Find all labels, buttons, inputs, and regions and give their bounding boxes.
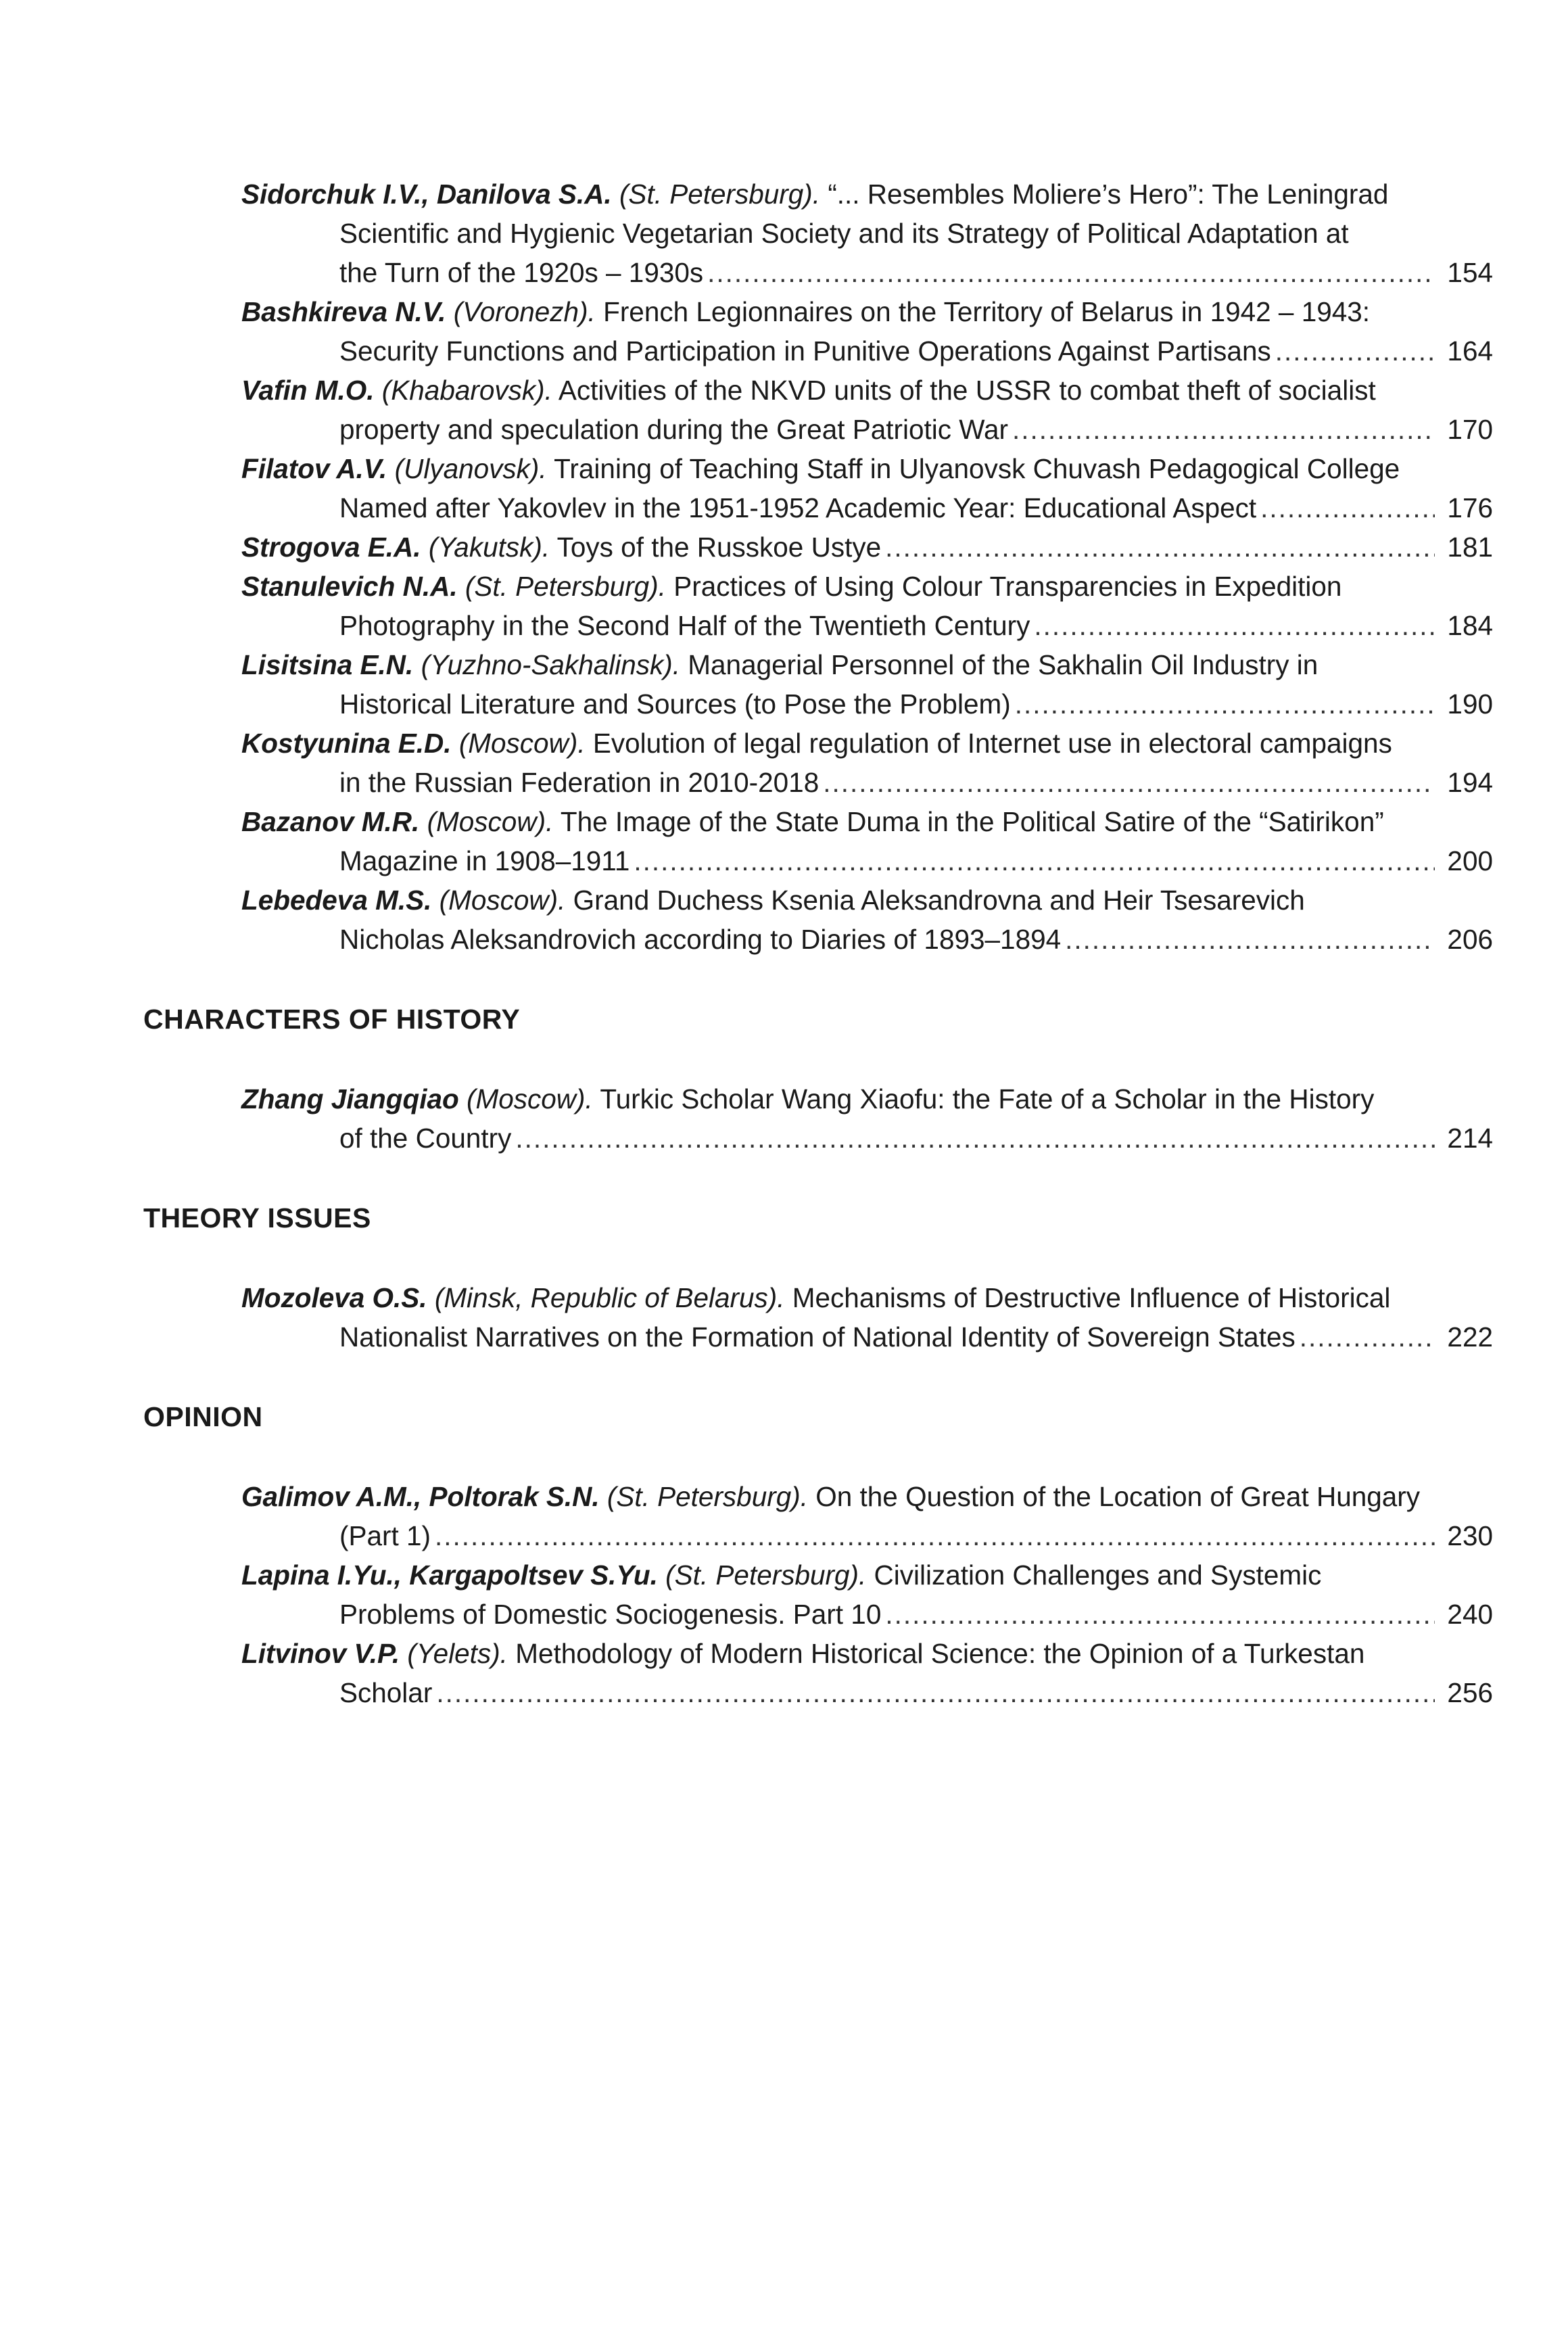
toc-entry-first-line	[241, 1477, 1439, 1516]
toc-entry-first-line	[241, 802, 1439, 841]
entry-group-a	[143, 174, 1493, 959]
dot-leader	[634, 841, 1435, 880]
entry-title-line: “... Resembles Moliere’s Hero”: The Leningrad	[828, 179, 1389, 210]
entry-author: Lebedeva M.S.	[241, 885, 432, 916]
dot-leader	[1012, 410, 1435, 449]
entry-city: (St. Petersburg).	[619, 179, 821, 210]
entry-title-end: Magazine in 1908–1911	[339, 845, 630, 876]
entry-title-line: Managerial Personnel of the Sakhalin Oil Industry in	[688, 649, 1318, 680]
entry-author: Lisitsina E.N.	[241, 649, 414, 680]
entry-page-number: 214	[1447, 1123, 1493, 1154]
entry-last-line	[339, 920, 1439, 959]
toc-entry-first-line	[241, 724, 1439, 763]
dot-leader	[1065, 920, 1435, 959]
dot-leader	[885, 527, 1435, 567]
toc-entry-first-line	[241, 567, 1439, 606]
section-heading-characters-of-history: CHARACTERS OF HISTORY	[143, 1004, 521, 1035]
entry-title-line: Scientific and Hygienic Vegetarian Society and its Strategy of Political Adaptation at	[339, 218, 1349, 249]
entry-page-number: 222	[1447, 1321, 1493, 1353]
toc-entry-first-line	[241, 174, 1439, 214]
entry-page-number: 154	[1447, 257, 1493, 288]
entry-title-end: Scholar	[339, 1677, 433, 1708]
entry-page-number: 206	[1447, 924, 1493, 955]
toc-entry	[143, 724, 1493, 802]
entry-title-end: Named after Yakovlev in the 1951-1952 Academic Year: Educational Aspect	[339, 492, 1257, 523]
entry-author: Stanulevich N.A.	[241, 571, 458, 602]
entry-group-b	[143, 1079, 1493, 1158]
entry-page-number: 164	[1447, 335, 1493, 367]
toc-entry	[143, 292, 1493, 371]
toc-entry	[143, 449, 1493, 527]
entry-group-c	[143, 1278, 1493, 1357]
entry-page-number: 194	[1447, 767, 1493, 798]
dot-leader	[885, 1595, 1435, 1634]
section-heading-theory-issues: THEORY ISSUES	[143, 1202, 371, 1234]
entry-city: (Yelets).	[407, 1638, 508, 1669]
toc-entry	[143, 371, 1493, 449]
toc-entry-first-line	[241, 1278, 1439, 1317]
entry-title-line: Grand Duchess Ksenia Aleksandrovna and Heir Tsesarevich	[573, 885, 1305, 916]
entry-title-head	[241, 527, 881, 567]
toc-entry	[143, 1278, 1493, 1357]
toc-entry-first-line	[241, 880, 1439, 920]
entry-last-line	[339, 1119, 1439, 1158]
entry-title-line: Methodology of Modern Historical Science: the Opinion of a Turkestan	[515, 1638, 1365, 1669]
entry-title-line: Training of Teaching Staff in Ulyanovsk Chuvash Pedagogical College	[554, 453, 1400, 484]
entry-city: (St. Petersburg).	[607, 1481, 808, 1512]
entry-page-number: 256	[1447, 1677, 1493, 1708]
entry-author: Filatov A.V.	[241, 453, 387, 484]
entry-last-line	[339, 488, 1439, 527]
entry-title-end: Nicholas Aleksandrovich according to Diaries of 1893–1894	[339, 924, 1062, 955]
entry-city: (Minsk, Republic of Belarus).	[434, 1282, 785, 1313]
entry-title-line: Mechanisms of Destructive Influence of Historical	[792, 1282, 1391, 1313]
dot-leader	[823, 763, 1435, 802]
entry-title-end: Problems of Domestic Sociogenesis. Part 10	[339, 1599, 882, 1630]
entry-city: (St. Petersburg).	[665, 1559, 867, 1591]
entry-page-number: 170	[1447, 414, 1493, 445]
entry-title-line: The Image of the State Duma in the Political Satire of the “Satirikon”	[560, 806, 1384, 837]
toc-entry	[143, 527, 1493, 567]
entry-city: (Voronezh).	[453, 296, 596, 327]
entry-page-number: 181	[1447, 532, 1493, 563]
entry-author: Strogova E.A.	[241, 532, 421, 563]
entry-last-line	[339, 1317, 1439, 1357]
entry-last-line	[339, 684, 1439, 724]
entry-author: Sidorchuk I.V., Danilova S.A.	[241, 179, 612, 210]
entry-title-line: Turkic Scholar Wang Xiaofu: the Fate of a Scholar in the History	[600, 1083, 1375, 1114]
entry-page-number: 230	[1447, 1520, 1493, 1551]
dot-leader	[707, 253, 1435, 292]
entry-last-line	[339, 253, 1439, 292]
entry-city: (Moscow).	[427, 806, 554, 837]
toc-entry-first-line	[241, 1555, 1439, 1595]
entry-author: Litvinov V.P.	[241, 1638, 400, 1669]
table-of-contents	[143, 174, 1493, 1712]
dot-leader	[1300, 1317, 1435, 1357]
entry-title-end: (Part 1)	[339, 1520, 431, 1551]
entry-city: (Yuzhno-Sakhalinsk).	[421, 649, 681, 680]
entry-title-line: Civilization Challenges and Systemic	[874, 1559, 1322, 1591]
entry-author: Bazanov M.R.	[241, 806, 420, 837]
entry-last-line	[339, 763, 1439, 802]
entry-last-line	[339, 1673, 1439, 1712]
entry-group-d	[143, 1477, 1493, 1712]
entry-title-end: property and speculation during the Great Patriotic War	[339, 414, 1009, 445]
toc-entry	[143, 1477, 1493, 1555]
entry-city: (St. Petersburg).	[465, 571, 666, 602]
toc-entry-first-line	[241, 292, 1439, 331]
entry-last-line	[241, 527, 1439, 567]
toc-entry	[143, 1555, 1493, 1634]
entry-last-line	[339, 841, 1439, 880]
entry-title-end: Nationalist Narratives on the Formation of National Identity of Sovereign States	[339, 1321, 1296, 1353]
entry-last-line	[339, 1595, 1439, 1634]
entry-title-end: in the Russian Federation in 2010-2018	[339, 767, 819, 798]
toc-entry	[143, 645, 1493, 724]
entry-title-end: the Turn of the 1920s – 1930s	[339, 257, 704, 288]
entry-author: Bashkireva N.V.	[241, 296, 446, 327]
dot-leader	[1275, 331, 1435, 371]
toc-entry-first-line	[241, 1634, 1439, 1673]
toc-entry-first-line	[241, 1079, 1439, 1119]
entry-title-end: Toys of the Russkoe Ustye	[556, 532, 882, 563]
entry-page-number: 176	[1447, 492, 1493, 523]
entry-city: (Moscow).	[458, 728, 586, 759]
dot-leader	[1260, 488, 1435, 527]
dot-leader	[1034, 606, 1435, 645]
entry-city: (Yakutsk).	[428, 532, 550, 563]
entry-title-end: Security Functions and Participation in Punitive Operations Against Partisans	[339, 335, 1271, 367]
dot-leader	[435, 1516, 1435, 1555]
dot-leader	[436, 1673, 1435, 1712]
toc-entry	[143, 567, 1493, 645]
entry-author: Lapina I.Yu., Kargapoltsev S.Yu.	[241, 1559, 658, 1591]
entry-city: (Moscow).	[439, 885, 566, 916]
entry-page-number: 184	[1447, 610, 1493, 641]
entry-author: Zhang Jiangqiao	[241, 1083, 459, 1114]
toc-entry-first-line	[241, 449, 1439, 488]
entry-title-line: Evolution of legal regulation of Internet use in electoral campaigns	[592, 728, 1392, 759]
dot-leader	[1015, 684, 1435, 724]
entry-title-line: Practices of Using Colour Transparencies in Expedition	[673, 571, 1342, 602]
entry-author: Mozoleva O.S.	[241, 1282, 427, 1313]
toc-entry	[143, 1634, 1493, 1712]
entry-author: Galimov A.M., Poltorak S.N.	[241, 1481, 600, 1512]
toc-entry	[143, 880, 1493, 959]
toc-entry	[143, 1079, 1493, 1158]
entry-author: Vafin M.O.	[241, 375, 375, 406]
entry-title-line: French Legionnaires on the Territory of Belarus in 1942 – 1943:	[603, 296, 1371, 327]
entry-title-line: Activities of the NKVD units of the USSR to combat theft of socialist	[558, 375, 1376, 406]
dot-leader	[515, 1119, 1435, 1158]
entry-title-end: Photography in the Second Half of the Twentieth Century	[339, 610, 1030, 641]
entry-last-line	[339, 331, 1439, 371]
entry-city: (Khabarovsk).	[381, 375, 552, 406]
entry-last-line	[339, 410, 1439, 449]
entry-city: (Moscow).	[467, 1083, 593, 1114]
entry-page-number: 190	[1447, 688, 1493, 720]
entry-author: Kostyunina E.D.	[241, 728, 452, 759]
entry-city: (Ulyanovsk).	[394, 453, 547, 484]
entry-last-line	[339, 606, 1439, 645]
entry-page-number: 200	[1447, 845, 1493, 876]
section-heading-opinion: OPINION	[143, 1401, 263, 1432]
toc-entry	[143, 174, 1493, 292]
entry-page-number: 240	[1447, 1599, 1493, 1630]
toc-entry-first-line	[241, 645, 1439, 684]
entry-last-line	[339, 1516, 1439, 1555]
toc-entry-first-line	[241, 371, 1439, 410]
entry-title-end: Historical Literature and Sources (to Pose the Problem)	[339, 688, 1011, 720]
toc-entry	[143, 802, 1493, 880]
entry-title-line: On the Question of the Location of Great Hungary	[815, 1481, 1421, 1512]
entry-title-end: of the Country	[339, 1123, 512, 1154]
